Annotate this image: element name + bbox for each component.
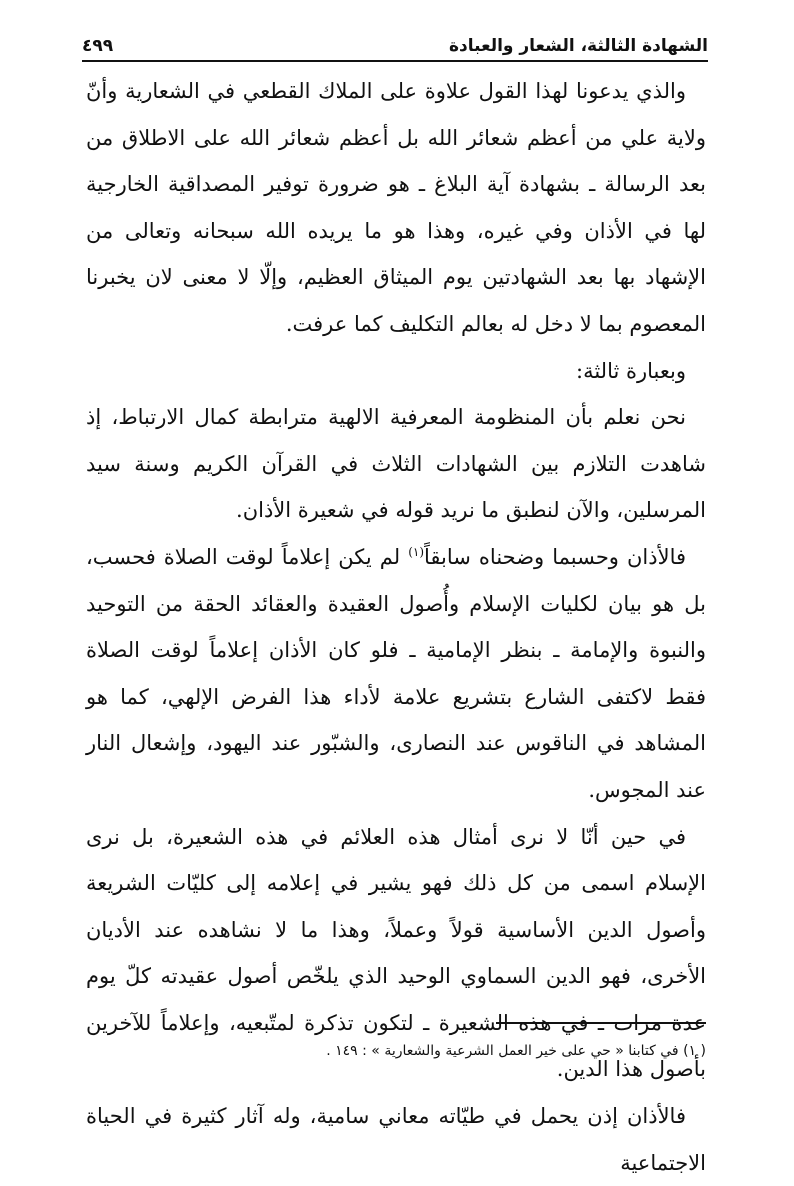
paragraph-4-start: فالأذان وحسبما وضحناه سابقاً	[424, 544, 687, 569]
footnote-reference[interactable]: (١)	[408, 544, 425, 559]
paragraph-4-rest: لم يكن إعلاماً لوقت الصلاة فحسب، بل هو بيان لكليات الإسلام وأُصول العقيدة والعقائد الحقة من التوحيد والنبوة والإمامة ـ بنظر الإمامية ـ فلو كان الأذان إعلاماً لوقت الصلاة فقط لاكتفى الشارع بتشريع علامة لأداء هذا الفرض الإلهي، كما هو المشاهد في الناقوس عند النصارى، والشبّور عند اليهود، وإشعال النار عند المجوس.	[86, 544, 706, 802]
running-header	[82, 30, 708, 56]
paragraph-3: نحن نعلم بأن المنظومة المعرفية الالهية مترابطة كمال الارتباط، إذ شاهدت التلازم بين الشهادات الثلاث في القرآن الكريم وسنة سيد المرسلين، والآن لنطبق ما نريد قوله في شعيرة الأذان.	[86, 405, 706, 523]
paragraph-1: والذي يدعونا لهذا القول علاوة على الملاك القطعي في الشعارية وأنّ ولاية علي من أعظم شعائر الله بل أعظم شعائر الله على الاطلاق من بعد الرسالة ـ بشهادة آية البلاغ ـ هو ضرورة توفير المصداقية الخارجية لها في الأذان وفي غيره، وهذا هو ما يريده الله سبحانه وتعالى من الإشهاد بها بعد الشهادتين يوم الميثاق العظيم، وإلّا لا معنى لان يخبرنا المعصوم بما لا دخل له بعالم التكليف كما عرفت.	[86, 79, 706, 336]
paragraph-5: في حين أنّا لا نرى أمثال هذه العلائم في هذه الشعيرة، بل نرى الإسلام اسمى من كل ذلك فهو يشير في إعلامه إلى كليّات الشريعة وأصول الدين الأساسية قولاً وعملاً، وهذا ما لا نشاهده عند الأديان الأخرى، فهو الدين السماوي الوحيد الذي يلخّص أصول عقيدته كلّ يوم عدة مرات ـ في هذه الشعيرة ـ لتكون تذكرة لمتّبعيه، وإعلاماً للآخرين بأصول هذا الدين.	[86, 824, 706, 1082]
main-text	[86, 68, 706, 1186]
paragraph-6: فالأذان إذن يحمل في طيّاته معاني سامية، وله آثار كثيرة في الحياة الاجتماعية	[86, 1104, 706, 1175]
footnote-rule	[496, 1022, 706, 1024]
page-number: ٤٩٩	[82, 36, 114, 56]
header-rule	[82, 60, 708, 62]
paragraph-2: وبعبارة ثالثة:	[576, 358, 686, 383]
paragraph-4	[86, 534, 706, 814]
running-title: الشهادة الثالثة، الشعار والعبادة	[449, 36, 708, 56]
footnote: ( ١) في كتابنا « حي على خير العمل الشرعية والشعارية » : ١٤٩ .	[326, 1043, 706, 1059]
